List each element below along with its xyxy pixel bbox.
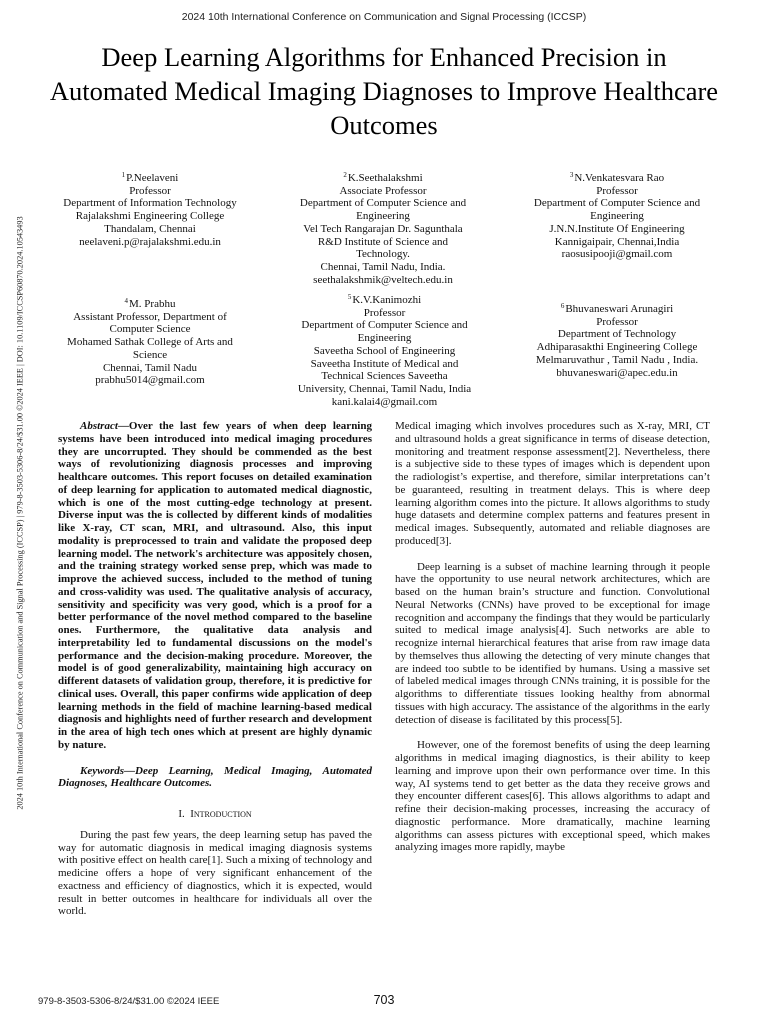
author-line: Rajalakshmi Engineering College bbox=[75, 210, 225, 223]
author-line: R&D Institute of Science and bbox=[317, 235, 449, 248]
keywords-label: Keywords bbox=[80, 764, 124, 777]
author-line: Thandalam, Chennai bbox=[104, 222, 196, 235]
keywords: Keywords—Deep Learning, Medical Imaging, Automated Diagnoses, Healthcare Outcomes. bbox=[58, 764, 372, 790]
author-number: 5 bbox=[347, 293, 352, 301]
author-line: Professor bbox=[129, 184, 171, 197]
author-name: $^2$K.Seethalakshmi bbox=[343, 171, 423, 184]
paper-title: Deep Learning Algorithms for Enhanced Precision in Automated Medical Imaging Diagnoses to Improve Healthcare Outcomes bbox=[49, 42, 719, 140]
author-email: raosusipooji@gmail.com bbox=[561, 248, 673, 261]
author-line: Professor bbox=[363, 306, 406, 319]
author-line: Department of Computer Science and bbox=[533, 197, 701, 210]
author-line: Engineering bbox=[356, 210, 410, 223]
intro-paragraph: During the past few years, the deep learning setup has paved the way for automatic diagnosis in medical imaging diagnosis systems with positive effect on health care[1]. Such a mixing of technology and medicine offers a hope of very significant enhancement of the exactness and efficiency of diagnostics, which it is expected, would result in better outcomes in healthcare for individuals all over the world. bbox=[58, 828, 372, 918]
abstract-text: Over the last few years of when deep learning systems have been introduced into medical imaging procedures they are uncorrupted. They should be commended as the best ways of revolutionizing diagnosis processes and improving healthcare outcomes. This report focuses on detailed examination of deep learning for application to automated medical diagnostic, which is one of the most cutting-edge technology at present. Diverse input was the is collected by different kinds of modalities like X-ray, CT scan, MRI, and ultrasound. Also, this input modality is preprocessed to train and validate the proposed deep learning model. The network's architecture was appositely chosen, and the training strategy worked sense prep, which was made to improve the achieved success, included to the method of tuning and cross-validity was used. The qualitative analysis of accuracy, sensitivity and specificity was very good, which is a proof for a better performance of the novel method compared to the baseline ones. Furthermore, the qualitative data analysis and interpretability led to fundamental discussions on the model's performance and the decision-making procedure. Moreover, the model is of good generalizability, maintaining high accuracy on different datasets of validation group, therefore, it is predictive for clinical uses. Overall, this paper confirms wide application of deep learning methods in the field of machine learning-based medical diagnosis and highlights need of further research and development in the area of high tech ones which at present are highly dynamic by nature. bbox=[58, 420, 372, 751]
section-heading-introduction: I. Introduction bbox=[178, 808, 252, 820]
side-metadata-text: 2024 10th International Conference on Communication and Signal Processing (ICCSP) | 979-8-3503-5306-8/24/$31.00 ©2024 IEEE | DOI: 10.1109/ICCSP60870.2024.10543493 bbox=[15, 216, 25, 810]
author-block-3 bbox=[512, 169, 722, 261]
author-block-2 bbox=[278, 169, 488, 286]
author-block-4 bbox=[45, 295, 255, 387]
keywords-text: Deep Learning, Medical Imaging, Automated Diagnoses, Healthcare Outcomes. bbox=[58, 764, 372, 790]
author-line: Technical Sciences Saveetha bbox=[321, 370, 448, 383]
author-line: Kannigaipair, Chennai,India bbox=[554, 235, 680, 248]
author-line: University, Chennai, Tamil Nadu, India bbox=[297, 382, 472, 395]
author-name: $^1$P.Neelaveni bbox=[121, 171, 179, 184]
author-email: kani.kalai4@gmail.com bbox=[331, 395, 438, 408]
body-paragraph-1: Medical imaging which involves procedures such as X-ray, MRI, CT and ultrasound holds a great significance in terms of disease detection, monitoring and treatment response assessment[2]. Nevertheless, there is a subjective side to these types of images which is dependent upon the radiologist’s expertise, and therefore, similar interpretations can’t be guaranteed, resulting in treatment delays. This is where deep learning algorithm comes into the picture. It allows algorithms to study huge datasets and determine complex patterns and features present in medical images. Subsequently, automated and reliable diagnoses are produced[3]. bbox=[395, 420, 710, 547]
body-paragraph-3: However, one of the foremost benefits of using the deep learning algorithms in medical imaging diagnostics, is their ability to keep learning and improve upon their own performance over time. In this way, AI systems tend to get better as the data they receive grows and they encounter different cases[6]. This allows algorithms to adapt and refine their decision-making processes, increasing the accuracy of diagnostic performance. More dramatically, machine learning algorithms can assess pictures with exceptional speed, which makes analyzing images more rapidly, maybe bbox=[395, 739, 710, 854]
abstract: Abstract—Over the last few years of when deep learning systems have been introduced into medical imaging procedures they are uncorrupted. They should be commended as the best ways of revolutionizing diagnosis processes and improving healthcare outcomes. This report focuses on detailed examination of deep learning for application to automated medical diagnostic, which is one of the most cutting-edge technology at present. Diverse input was the is collected by different kinds of modalities like X-ray, CT scan, MRI, and ultrasound. Also, this input modality is preprocessed to train and validate the proposed deep learning model. The network's architecture was appositely chosen, and the training strategy worked sense prep, which was made to improve the achieved success, included to the method of tuning and cross-validity was used. The qualitative analysis of accuracy, sensitivity and specificity was very good, which is a proof for a better performance of the novel method compared to the baseline ones. Furthermore, the qualitative data analysis and interpretability led to fundamental discussions on the model's performance and the decision-making procedure. Moreover, the model is of good generalizability, maintaining high accuracy on different datasets of validation group, therefore, it is predictive for clinical uses. Overall, this paper confirms wide application of deep learning methods in the field of machine learning-based medical diagnosis and highlights need of further research and development in the area of high tech ones which at present are highly dynamic by nature. bbox=[58, 420, 372, 751]
author-number: 2 bbox=[343, 171, 347, 179]
side-metadata-strip bbox=[13, 163, 27, 863]
author-line: Professor bbox=[596, 184, 638, 197]
author-line: J.N.N.Institute Of Engineering bbox=[549, 222, 685, 235]
author-email: seethalakshmik@veltech.edu.in bbox=[313, 273, 453, 286]
author-line: Melmaruvathur , Tamil Nadu , India. bbox=[535, 353, 699, 366]
author-line: Computer Science bbox=[109, 323, 191, 336]
author-line: Assistant Professor, Department of bbox=[73, 310, 227, 323]
author-number: 4 bbox=[124, 297, 129, 305]
author-line: Science bbox=[132, 348, 168, 361]
author-line: Department of Technology bbox=[557, 328, 677, 341]
author-line: Chennai, Tamil Nadu bbox=[102, 361, 198, 374]
author-line: Professor bbox=[596, 315, 638, 328]
author-name: $^6$Bhuvaneswari Arunagiri bbox=[560, 302, 674, 315]
author-email: prabhu5014@gmail.com bbox=[95, 374, 205, 387]
author-line: Associate Professor bbox=[339, 184, 427, 197]
author-email: bhuvaneswari@apec.edu.in bbox=[556, 366, 678, 379]
author-line: Saveetha School of Engineering bbox=[313, 344, 456, 357]
author-line: Engineering bbox=[357, 332, 412, 345]
author-name: $^3$N.Venkatesvara Rao bbox=[569, 171, 665, 184]
author-block-5 bbox=[262, 291, 507, 408]
author-line: Saveetha Institute of Medical and bbox=[310, 357, 459, 370]
author-number: 3 bbox=[569, 171, 574, 179]
author-line: Engineering bbox=[590, 210, 644, 223]
body-paragraph-2: Deep learning is a subset of machine learning through it people have the opportunity to use neural network architectures, which are based on the human brain’s structure and function. Convolutional Neural Networks (CNNs) have proved to be exceptional for image recognition and accompany the findings that they would be particularly suited to medical image analysis[4]. Such networks are able to recognize internal hierarchical features that arise from raw image data by themselves thus allowing the detecting of very minute changes that are indeed too subtle to be identified by humans. Using a massive set of labeled medical images through CNNs training, it is possible for the algorithms to differentiate tissues looking healthy from abnormal tissues with high accuracy. The assistance of the algorithms in the early detection of disease is facilitated by this process[5]. bbox=[395, 560, 710, 726]
author-line: Department of Information Technology bbox=[63, 197, 237, 210]
author-line: Technology. bbox=[356, 248, 410, 261]
author-line: Vel Tech Rangarajan Dr. Sagunthala bbox=[303, 222, 463, 235]
right-column bbox=[395, 420, 710, 854]
author-line: Chennai, Tamil Nadu, India. bbox=[320, 260, 446, 273]
page-number: 703 bbox=[373, 993, 395, 1007]
author-line: Department of Computer Science and bbox=[301, 319, 468, 332]
author-name: $^4$M. Prabhu bbox=[124, 297, 176, 310]
footer-copyright: 979-8-3503-5306-8/24/$31.00 ©2024 IEEE bbox=[38, 996, 220, 1007]
author-number: 1 bbox=[121, 171, 126, 179]
author-line: Mohamed Sathak College of Arts and bbox=[67, 336, 233, 349]
author-line: Adhiparasakthi Engineering College bbox=[536, 341, 698, 354]
author-line: Department of Computer Science and bbox=[299, 197, 467, 210]
author-number: 6 bbox=[560, 302, 565, 310]
author-email: neelaveni.p@rajalakshmi.edu.in bbox=[79, 235, 221, 248]
conference-header: 2024 10th International Conference on Communication and Signal Processing (ICCSP) bbox=[181, 11, 587, 23]
author-name: $^5$K.V.Kanimozhi bbox=[347, 293, 422, 306]
author-block-6 bbox=[512, 300, 722, 379]
author-block-1 bbox=[45, 169, 255, 248]
left-column bbox=[58, 420, 372, 918]
abstract-label: Abstract bbox=[80, 420, 118, 432]
